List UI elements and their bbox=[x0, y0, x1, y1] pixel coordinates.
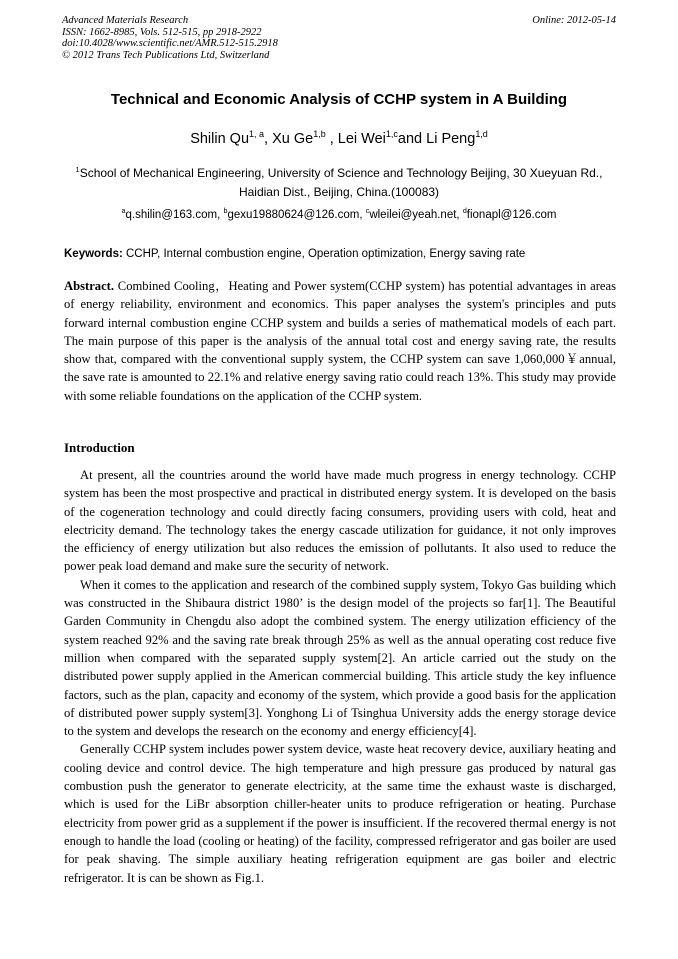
email-address[interactable]: wleilei@yeah.net bbox=[369, 209, 457, 221]
author-separator: and bbox=[397, 131, 427, 147]
email-superscript: a bbox=[121, 207, 126, 216]
author-separator: , bbox=[325, 131, 338, 147]
email-address[interactable]: gexu19880624@126.com bbox=[227, 209, 360, 221]
body-paragraph: When it comes to the application and research of the combined supply system, Tokyo Gas building which was constructed in the Shibaura district 1980’ is the design model of the projects so far[1]. The Beautiful Garden Community in Chengdu also adopt the combined system. The energy utilization efficiency of the system reached 92% and the saving rate break through 25% as well as the annual operating cost reduce five million when compared with the separated supply system[2]. An article carried out the study on the distributed power supply applied in the American commercial building. This article study the key influence factors, such as the plan, capacity and economy of the system, which provide a good basis for the application of distributed power supply system[3]. Yonghong Li of Tsinghua University adds the energy storage device to the system and develops the research on the economy and energy efficiency[4]. bbox=[64, 577, 616, 739]
email-separator: , bbox=[456, 209, 463, 221]
body-paragraph: Generally CCHP system includes power system device, waste heat recovery device, auxiliary heating and cooling device and control device. The high temperature and high pressure gas produced by natural gas combustion push the generator to generate electricity, at the same time the exhaust waste is discharged, which is used for the LiBr absorption chiller-heater units to produce refrigeration or heating. Purchase electricity from power grid as a supplement if the power is insufficient. If the recovered thermal energy is not enough to handle the load (cooling or heating) of the facility, compressed refrigerator and gas boiler are used for peak shaving. The simple auxiliary heating refrigeration equipment are gas boiler and electric refrigerator. It is can be shown as Fig.1. bbox=[64, 742, 616, 885]
author-separator: , bbox=[264, 131, 273, 147]
keywords-text: CCHP, Internal combustion engine, Operation optimization, Energy saving rate bbox=[122, 248, 526, 260]
journal-header bbox=[62, 15, 616, 61]
author-name: Xu Ge bbox=[272, 131, 314, 147]
journal-issn: ISSN: 1662-8985, Vols. 512-515, pp 2918-2922 bbox=[62, 26, 262, 38]
email-superscript: c bbox=[365, 207, 370, 216]
abstract-text: Combined Cooling，Heating and Power system(CCHP system) has potential advantages in areas of energy reliability, environment and economics. This paper analyses the system's principles and puts forward internal combustion engine CCHP system and builds a series of mathematical models of each part. The main purpose of this paper is the analysis of the annual total cost and energy saving rate, the results show that, compared with the conventional supply system, the CCHP system can save 1,060,000￥annual, the save rate is amounted to 22.1% and relative energy saving ratio could reach 13%. This study may provide with some reliable foundations on the application of the CCHP system. bbox=[64, 279, 616, 403]
email-list bbox=[0, 209, 678, 221]
abstract bbox=[64, 277, 616, 405]
author-superscript: 1,b bbox=[313, 129, 326, 140]
keywords-label: Keywords: bbox=[64, 248, 123, 260]
introduction-body bbox=[64, 466, 616, 887]
journal-doi: doi:10.4028/www.scientific.net/AMR.512-515.2918 bbox=[62, 38, 278, 49]
affiliation bbox=[62, 164, 616, 202]
keywords bbox=[64, 248, 616, 260]
paper-title: Technical and Economic Analysis of CCHP system in A Building bbox=[110, 91, 568, 108]
online-date: Online: 2012-05-14 bbox=[532, 15, 616, 26]
body-paragraph: At present, all the countries around the world have made much progress in energy technology. CCHP system has been the most prospective and practical in distributed energy system. It is developed on the basis of the cogeneration technology and could directly facing consumers, providing users with cold, heat and electricity demand. The technology takes the energy cascade utilization for guidance, it not only improves the efficiency of energy utilization but also reduces the emission of pollutants. It also used to reduce the power peak load demand and make sure the security of network. bbox=[64, 468, 616, 574]
affiliation-text: School of Mechanical Engineering, University of Science and Technology Beijing, 30 Xueyuan Rd., Haidian Dist., Beijing, China.(100083) bbox=[79, 166, 603, 199]
author-superscript: 1,d bbox=[475, 129, 488, 140]
email-superscript: b bbox=[223, 207, 228, 216]
email-separator: , bbox=[217, 209, 224, 221]
author-superscript: 1, a bbox=[249, 129, 265, 140]
email-address[interactable]: q.shilin@163.com bbox=[125, 209, 218, 221]
journal-name: Advanced Materials Research bbox=[62, 15, 189, 26]
author-name: Lei Wei bbox=[337, 131, 386, 147]
author-name: Li Peng bbox=[426, 131, 476, 147]
abstract-label: Abstract. bbox=[64, 279, 115, 293]
author-list bbox=[0, 131, 678, 147]
email-separator: , bbox=[359, 209, 366, 221]
introduction-heading: Introduction bbox=[64, 440, 135, 455]
author-name: Shilin Qu bbox=[190, 131, 250, 147]
journal-copyright: © 2012 Trans Tech Publications Ltd, Switzerland bbox=[62, 49, 270, 61]
email-address[interactable]: fionapl@126.com bbox=[466, 209, 557, 221]
affiliation-superscript: 1 bbox=[75, 165, 80, 174]
author-superscript: 1,c bbox=[385, 129, 398, 140]
email-superscript: d bbox=[462, 207, 467, 216]
